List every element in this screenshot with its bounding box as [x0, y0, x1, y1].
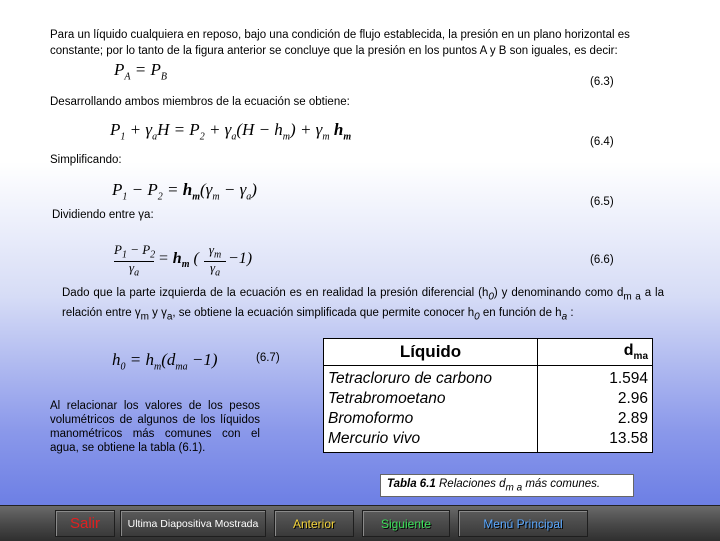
liquids-table: [323, 338, 653, 453]
siguiente-label: Siguiente: [380, 516, 432, 531]
anterior-label: Anterior: [292, 516, 336, 531]
dividiendo-text: Dividiendo entre γa:: [52, 209, 154, 221]
liquid-name: Tetrabromoetano: [328, 390, 446, 407]
simplificando-text: Simplificando:: [50, 154, 122, 166]
header-dma: $d_{ma}$: [538, 339, 653, 366]
dma-value: 2.89: [617, 410, 648, 427]
menu-principal-button[interactable]: [458, 510, 588, 537]
siguiente-button[interactable]: [362, 510, 450, 537]
al-relacionar-paragraph: Al relacionar los valores de los pesos volumétricos de algunos de los líquidos manométricos más comunes con el agua, se obtiene la tabla (6.1).: [50, 400, 260, 454]
table-body-row: [324, 366, 653, 453]
liquid-name: Mercurio vivo: [328, 430, 421, 447]
navigation-bar: [0, 505, 720, 541]
equation-number-6-4: (6.4): [590, 136, 614, 148]
intro-paragraph: Para un líquido cualquiera en reposo, bajo una condición de flujo establecida, la presión en un plano horizontal es constante; por lo tanto de la figura anterior se concluye que la presión en los puntos A y B son iguales, es decir:: [50, 29, 630, 57]
equation-6-3: $P_A = P_B$: [114, 60, 167, 83]
liquid-name: Tetracloruro de carbono: [328, 370, 492, 387]
menu-principal-label: Menú Principal: [483, 516, 563, 531]
ultima-diapositiva-label: Ultima Diapositiva Mostrada: [127, 517, 259, 530]
equation-number-6-6: (6.6): [590, 254, 614, 266]
dma-values-cell: [538, 366, 653, 453]
equation-number-6-3: (6.3): [590, 76, 614, 88]
dado-que-paragraph: Dado que la parte izquierda de la ecuación es en realidad la presión diferencial $(h_0)$ y denominando como $d_{m a}$ a la relación entre $\gamma_m$ y $\gamma_a$, se obtiene la ecuación simplificada que permite conocer $h_0$ en función de $h_a$ :: [62, 287, 665, 323]
desarrollando-text: Desarrollando ambos miembros de la ecuación se obtiene:: [50, 96, 350, 108]
dma-value: 1.594: [609, 370, 648, 387]
equation-6-5: $P_1 - P_2 = h_m(\gamma_m - \gamma_a)$: [112, 180, 257, 203]
salir-label: Salir: [69, 515, 100, 532]
liquid-names-cell: [324, 366, 538, 453]
liquid-name: Bromoformo: [328, 410, 414, 427]
equation-number-6-7: (6.7): [256, 352, 280, 364]
dma-value: 2.96: [617, 390, 648, 407]
table-header-row: [324, 339, 653, 366]
equation-number-6-5: (6.5): [590, 196, 614, 208]
equation-6-7: $h_0 = h_m(d_{ma} -1)$: [112, 350, 218, 373]
equation-6-4: $P_1 + \gamma_aH = P_2 + \gamma_a(H - h_m) + \gamma_m$ $h_m$: [110, 120, 352, 143]
anterior-button[interactable]: [274, 510, 354, 537]
table-caption: Tabla 6.1 Relaciones $d_{m a}$ más comunes.: [380, 474, 634, 497]
salir-button[interactable]: [55, 510, 115, 537]
dma-value: 13.58: [609, 430, 648, 447]
header-liquido: Líquido: [324, 339, 538, 366]
ultima-diapositiva-button[interactable]: [120, 510, 266, 537]
equation-6-6: $P_1 - P_2$ $\gamma_a$ = $h_m$ ( $\gamma_m$ $\gamma_a$ −1): [114, 242, 253, 279]
